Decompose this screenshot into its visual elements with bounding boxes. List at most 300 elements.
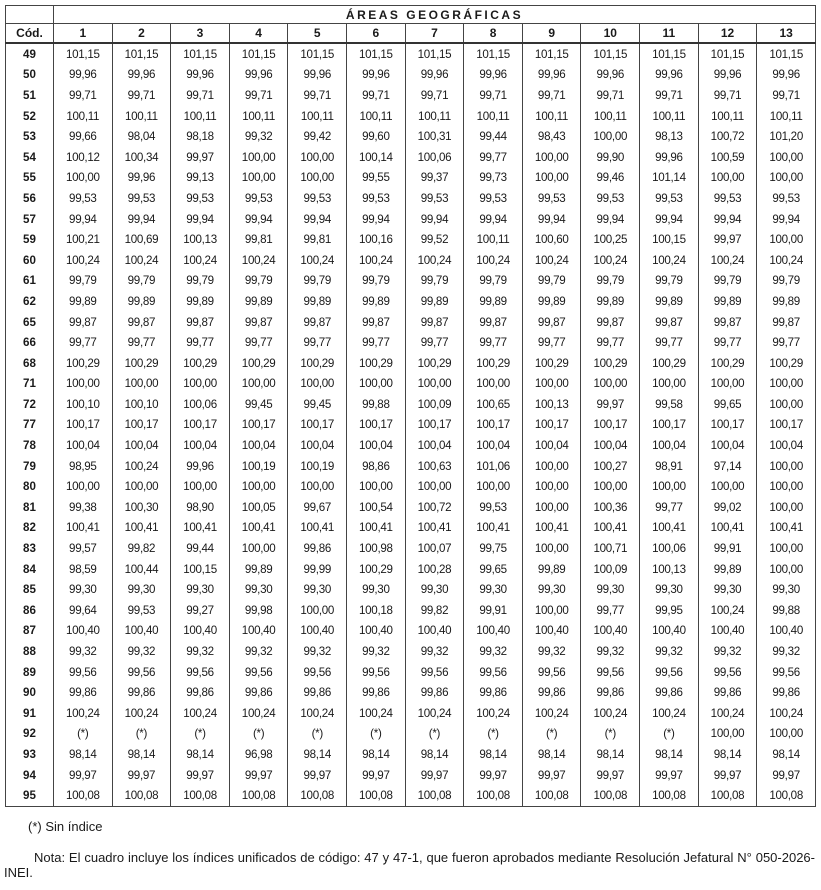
index-value-cell: 100,28 (405, 559, 464, 580)
index-value-cell: 100,00 (522, 456, 581, 477)
table-row (6, 435, 816, 456)
index-value-cell: 100,11 (54, 106, 113, 127)
index-value-cell: 100,17 (347, 415, 406, 436)
table-row (6, 106, 816, 127)
index-value-cell: 99,60 (347, 126, 406, 147)
code-cell: 83 (6, 538, 54, 559)
index-value-cell: 99,71 (464, 85, 523, 106)
index-value-cell: 100,04 (171, 435, 230, 456)
index-value-cell: 100,00 (464, 374, 523, 395)
index-value-cell: 99,71 (229, 85, 288, 106)
index-value-cell: 99,56 (522, 662, 581, 683)
index-value-cell: 100,63 (405, 456, 464, 477)
index-value-cell: 99,96 (54, 65, 113, 86)
index-value-cell: 100,71 (581, 538, 640, 559)
index-value-cell: 101,20 (757, 126, 816, 147)
index-value-cell: 100,00 (640, 476, 699, 497)
table-row (6, 785, 816, 806)
code-cell: 62 (6, 291, 54, 312)
index-value-cell: 100,17 (288, 415, 347, 436)
index-value-cell: 99,56 (112, 662, 171, 683)
index-value-cell: 98,90 (171, 497, 230, 518)
index-value-cell: 99,32 (464, 641, 523, 662)
index-value-cell: 99,30 (464, 579, 523, 600)
index-value-cell: (*) (640, 724, 699, 745)
index-value-cell: (*) (54, 724, 113, 745)
code-cell: 56 (6, 188, 54, 209)
index-value-cell: 100,00 (54, 374, 113, 395)
index-value-cell: 99,97 (464, 765, 523, 786)
index-value-cell: 100,08 (288, 785, 347, 806)
area-column-header: 10 (581, 24, 640, 44)
index-value-cell: 99,71 (522, 85, 581, 106)
index-value-cell: 100,40 (698, 621, 757, 642)
table-row (6, 65, 816, 86)
index-value-cell: 99,77 (522, 332, 581, 353)
index-value-cell: 99,89 (405, 291, 464, 312)
index-value-cell: 100,00 (171, 476, 230, 497)
index-value-cell: 100,00 (581, 374, 640, 395)
index-value-cell: 99,94 (112, 209, 171, 230)
index-value-cell: 100,00 (522, 600, 581, 621)
table-row (6, 765, 816, 786)
index-value-cell: 99,56 (640, 662, 699, 683)
index-value-cell: 100,24 (464, 703, 523, 724)
index-value-cell: 100,00 (757, 394, 816, 415)
code-column-header: Cód. (6, 24, 54, 44)
index-value-cell: 100,00 (522, 497, 581, 518)
index-value-cell: 100,72 (698, 126, 757, 147)
index-value-cell: 99,96 (347, 65, 406, 86)
table-row (6, 476, 816, 497)
index-value-cell: 100,04 (464, 435, 523, 456)
code-cell: 90 (6, 682, 54, 703)
index-value-cell: 99,96 (640, 65, 699, 86)
index-value-cell: 99,42 (288, 126, 347, 147)
index-value-cell: 99,87 (54, 312, 113, 333)
table-row (6, 621, 816, 642)
index-value-cell: 99,86 (581, 682, 640, 703)
index-value-cell: 101,15 (112, 43, 171, 65)
index-value-cell: 100,00 (757, 374, 816, 395)
index-value-cell: 100,19 (288, 456, 347, 477)
index-value-cell: 99,89 (522, 559, 581, 580)
index-value-cell: 99,77 (640, 497, 699, 518)
code-cell: 93 (6, 744, 54, 765)
index-value-cell: 100,29 (229, 353, 288, 374)
index-value-cell: 99,30 (581, 579, 640, 600)
index-value-cell: 99,79 (581, 271, 640, 292)
index-value-cell: 99,53 (288, 188, 347, 209)
index-value-cell: 99,94 (640, 209, 699, 230)
area-column-header: 1 (54, 24, 113, 44)
index-value-cell: 99,79 (405, 271, 464, 292)
index-value-cell: 99,53 (54, 188, 113, 209)
table-row (6, 518, 816, 539)
index-value-cell: 99,71 (347, 85, 406, 106)
index-value-cell: 99,56 (405, 662, 464, 683)
index-value-cell: 99,89 (347, 291, 406, 312)
index-value-cell: 99,88 (347, 394, 406, 415)
table-body (6, 43, 816, 806)
table-row (6, 724, 816, 745)
table-row (6, 188, 816, 209)
code-cell: 91 (6, 703, 54, 724)
index-value-cell: 99,86 (522, 682, 581, 703)
index-value-cell: 100,17 (757, 415, 816, 436)
index-value-cell: 100,11 (112, 106, 171, 127)
index-value-cell: 100,04 (757, 435, 816, 456)
index-value-cell: 100,11 (698, 106, 757, 127)
table-row (6, 291, 816, 312)
index-value-cell: 99,87 (112, 312, 171, 333)
index-value-cell: 99,30 (54, 579, 113, 600)
index-value-cell: 98,14 (757, 744, 816, 765)
table-row (6, 229, 816, 250)
index-value-cell: 100,29 (640, 353, 699, 374)
index-value-cell: 99,89 (522, 291, 581, 312)
index-value-cell: 100,40 (171, 621, 230, 642)
index-value-cell: 99,53 (757, 188, 816, 209)
index-value-cell: 99,77 (54, 332, 113, 353)
index-value-cell: 100,31 (405, 126, 464, 147)
table-row (6, 147, 816, 168)
index-value-cell: 99,71 (171, 85, 230, 106)
index-value-cell: 99,32 (757, 641, 816, 662)
index-value-cell: 99,75 (464, 538, 523, 559)
index-value-cell: 100,11 (464, 229, 523, 250)
index-value-cell: 99,96 (171, 65, 230, 86)
index-value-cell: 99,32 (522, 641, 581, 662)
table-row (6, 497, 816, 518)
index-value-cell: 100,24 (640, 250, 699, 271)
index-value-cell: 99,97 (54, 765, 113, 786)
index-value-cell: 100,00 (757, 538, 816, 559)
index-value-cell: 100,00 (112, 476, 171, 497)
index-value-cell: 100,00 (405, 476, 464, 497)
index-value-cell: 100,00 (288, 147, 347, 168)
index-value-cell: 99,32 (347, 641, 406, 662)
index-value-cell: 99,86 (757, 682, 816, 703)
index-value-cell: 99,32 (171, 641, 230, 662)
table-row (6, 332, 816, 353)
index-value-cell: 100,29 (347, 559, 406, 580)
index-value-cell: 100,69 (112, 229, 171, 250)
table-row (6, 394, 816, 415)
index-value-cell: 101,15 (581, 43, 640, 65)
index-value-cell: 100,29 (288, 353, 347, 374)
index-value-cell: 99,30 (522, 579, 581, 600)
index-value-cell: 100,12 (54, 147, 113, 168)
index-value-cell: 100,00 (405, 374, 464, 395)
index-value-cell: 99,77 (112, 332, 171, 353)
index-value-cell: 99,32 (581, 641, 640, 662)
index-value-cell: 99,37 (405, 168, 464, 189)
index-value-cell: (*) (288, 724, 347, 745)
index-value-cell: 100,08 (581, 785, 640, 806)
index-value-cell: 99,97 (522, 765, 581, 786)
index-value-cell: 99,44 (171, 538, 230, 559)
index-value-cell: 99,71 (288, 85, 347, 106)
area-column-header: 8 (464, 24, 523, 44)
index-value-cell: 100,00 (347, 476, 406, 497)
index-value-cell: 99,89 (171, 291, 230, 312)
index-value-cell: 99,96 (698, 65, 757, 86)
table-row (6, 662, 816, 683)
code-cell: 94 (6, 765, 54, 786)
index-value-cell: 101,15 (640, 43, 699, 65)
index-value-cell: 100,17 (112, 415, 171, 436)
index-value-cell: 99,86 (229, 682, 288, 703)
index-value-cell: 100,40 (640, 621, 699, 642)
index-value-cell: 100,29 (464, 353, 523, 374)
index-value-cell: 99,97 (640, 765, 699, 786)
index-value-cell: 100,44 (112, 559, 171, 580)
index-value-cell: 100,27 (581, 456, 640, 477)
code-cell: 57 (6, 209, 54, 230)
index-value-cell: 99,44 (464, 126, 523, 147)
index-value-cell: 99,87 (347, 312, 406, 333)
index-value-cell: 98,04 (112, 126, 171, 147)
index-value-cell: 98,18 (171, 126, 230, 147)
index-value-cell: 99,58 (640, 394, 699, 415)
index-value-cell: 100,41 (640, 518, 699, 539)
index-value-cell: 99,89 (288, 291, 347, 312)
index-value-cell: 99,32 (640, 641, 699, 662)
index-value-cell: 100,06 (171, 394, 230, 415)
table-note: Nota: El cuadro incluye los índices unificados de código: 47 y 47-1, que fueron aprobados mediante Resolución Jefatural N° 050-2026-INEI. (4, 850, 815, 880)
index-value-cell: 99,89 (112, 291, 171, 312)
index-value-cell: 99,86 (698, 682, 757, 703)
index-value-cell: 100,72 (405, 497, 464, 518)
code-cell: 66 (6, 332, 54, 353)
index-value-cell: 100,21 (54, 229, 113, 250)
table-row (6, 312, 816, 333)
index-value-cell: 100,04 (347, 435, 406, 456)
code-cell: 80 (6, 476, 54, 497)
index-value-cell: 101,15 (522, 43, 581, 65)
index-value-cell: 100,06 (405, 147, 464, 168)
area-column-header: 3 (171, 24, 230, 44)
index-value-cell: 100,24 (581, 250, 640, 271)
code-cell: 88 (6, 641, 54, 662)
index-value-cell: 101,15 (464, 43, 523, 65)
index-value-cell: 100,00 (757, 168, 816, 189)
index-value-cell: 100,10 (54, 394, 113, 415)
index-value-cell: 99,82 (405, 600, 464, 621)
index-value-cell: 99,56 (229, 662, 288, 683)
index-value-cell: 100,19 (229, 456, 288, 477)
index-value-cell: 100,41 (112, 518, 171, 539)
table-row (6, 126, 816, 147)
index-value-cell: (*) (112, 724, 171, 745)
index-value-cell: 100,08 (112, 785, 171, 806)
index-value-cell: 98,14 (112, 744, 171, 765)
index-value-cell: 100,41 (757, 518, 816, 539)
index-value-cell: 100,00 (288, 476, 347, 497)
index-value-cell: 98,59 (54, 559, 113, 580)
index-value-cell: 100,24 (347, 703, 406, 724)
index-value-cell: 99,73 (464, 168, 523, 189)
index-value-cell: 100,29 (347, 353, 406, 374)
index-value-cell: 99,87 (757, 312, 816, 333)
index-value-cell: 99,97 (698, 229, 757, 250)
index-value-cell: 99,53 (405, 188, 464, 209)
index-value-cell: 100,14 (347, 147, 406, 168)
index-value-cell: 99,77 (171, 332, 230, 353)
code-cell: 61 (6, 271, 54, 292)
index-value-cell: 100,24 (112, 456, 171, 477)
code-cell: 77 (6, 415, 54, 436)
column-header-row (6, 24, 816, 44)
index-value-cell: (*) (171, 724, 230, 745)
index-value-cell: 100,00 (757, 456, 816, 477)
index-value-cell: 99,94 (757, 209, 816, 230)
index-value-cell: 99,86 (640, 682, 699, 703)
index-value-cell: 99,86 (464, 682, 523, 703)
code-cell: 50 (6, 65, 54, 86)
index-value-cell: 99,82 (112, 538, 171, 559)
index-value-cell: 100,24 (229, 703, 288, 724)
index-value-cell: 99,30 (698, 579, 757, 600)
index-value-cell: 99,86 (288, 682, 347, 703)
index-value-cell: 99,96 (522, 65, 581, 86)
index-value-cell: 100,00 (522, 147, 581, 168)
index-value-cell: 98,14 (171, 744, 230, 765)
index-value-cell: 99,97 (229, 765, 288, 786)
index-value-cell: 100,24 (405, 250, 464, 271)
index-value-cell: 100,18 (347, 600, 406, 621)
index-value-cell: (*) (581, 724, 640, 745)
index-value-cell: 100,24 (112, 250, 171, 271)
index-value-cell: 99,53 (464, 188, 523, 209)
index-value-cell: 100,00 (347, 374, 406, 395)
index-value-cell: 97,14 (698, 456, 757, 477)
index-value-cell: 99,30 (640, 579, 699, 600)
code-cell: 71 (6, 374, 54, 395)
index-value-cell: 98,14 (347, 744, 406, 765)
index-value-cell: 101,15 (405, 43, 464, 65)
index-value-cell: 100,06 (640, 538, 699, 559)
index-value-cell: 99,87 (464, 312, 523, 333)
index-value-cell: 99,95 (640, 600, 699, 621)
index-value-cell: 100,65 (464, 394, 523, 415)
index-value-cell: 100,40 (288, 621, 347, 642)
index-value-cell: 99,79 (757, 271, 816, 292)
index-value-cell: 99,32 (288, 641, 347, 662)
index-value-cell: 100,40 (405, 621, 464, 642)
index-value-cell: 100,00 (757, 724, 816, 745)
index-value-cell: 99,81 (288, 229, 347, 250)
index-value-cell: 100,00 (698, 168, 757, 189)
table-row (6, 559, 816, 580)
index-value-cell: 99,53 (347, 188, 406, 209)
index-value-cell: 99,94 (522, 209, 581, 230)
code-cell: 95 (6, 785, 54, 806)
index-value-cell: 100,15 (171, 559, 230, 580)
index-value-cell: 100,11 (757, 106, 816, 127)
index-value-cell: 101,06 (464, 456, 523, 477)
index-value-cell: 100,41 (347, 518, 406, 539)
index-value-cell: 99,27 (171, 600, 230, 621)
index-value-cell: 100,08 (522, 785, 581, 806)
index-value-cell: 100,17 (522, 415, 581, 436)
index-value-cell: 100,29 (581, 353, 640, 374)
code-cell: 86 (6, 600, 54, 621)
index-value-cell: 99,94 (405, 209, 464, 230)
index-value-cell: 99,30 (757, 579, 816, 600)
index-value-cell: 99,57 (54, 538, 113, 559)
index-value-cell: 100,24 (54, 250, 113, 271)
index-value-cell: 99,56 (698, 662, 757, 683)
index-value-cell: 100,40 (581, 621, 640, 642)
index-value-cell: 99,79 (229, 271, 288, 292)
index-value-cell: 99,94 (464, 209, 523, 230)
area-column-header: 9 (522, 24, 581, 44)
index-value-cell: 100,24 (405, 703, 464, 724)
index-value-cell: 99,86 (171, 682, 230, 703)
index-value-cell: 100,11 (405, 106, 464, 127)
index-value-cell: 99,55 (347, 168, 406, 189)
index-value-cell: 99,56 (581, 662, 640, 683)
table-row (6, 641, 816, 662)
index-value-cell: 100,29 (698, 353, 757, 374)
index-value-cell: 99,90 (581, 147, 640, 168)
index-value-cell: 99,97 (171, 765, 230, 786)
index-value-cell: 99,97 (581, 394, 640, 415)
index-value-cell: 99,97 (698, 765, 757, 786)
index-value-cell: 100,00 (698, 724, 757, 745)
index-value-cell: 99,52 (405, 229, 464, 250)
index-value-cell: 99,53 (522, 188, 581, 209)
index-value-cell: 100,10 (112, 394, 171, 415)
index-value-cell: 99,56 (54, 662, 113, 683)
index-value-cell: 100,08 (171, 785, 230, 806)
index-value-cell: 100,00 (229, 147, 288, 168)
index-value-cell: 100,08 (698, 785, 757, 806)
index-value-cell: 99,32 (405, 641, 464, 662)
index-value-cell: 99,30 (229, 579, 288, 600)
index-value-cell: 99,77 (288, 332, 347, 353)
index-value-cell: 99,94 (581, 209, 640, 230)
area-column-header: 5 (288, 24, 347, 44)
index-value-cell: 99,30 (171, 579, 230, 600)
area-column-header: 4 (229, 24, 288, 44)
index-value-cell: 100,17 (54, 415, 113, 436)
index-value-cell: 99,45 (229, 394, 288, 415)
area-column-header: 7 (405, 24, 464, 44)
index-value-cell: 99,53 (112, 600, 171, 621)
index-value-cell: 100,11 (581, 106, 640, 127)
index-value-cell: 99,46 (581, 168, 640, 189)
index-value-cell: 99,64 (54, 600, 113, 621)
index-value-cell: 100,40 (347, 621, 406, 642)
index-value-cell: 99,67 (288, 497, 347, 518)
index-value-cell: 100,00 (757, 229, 816, 250)
index-value-cell: 100,00 (522, 538, 581, 559)
index-value-cell: (*) (464, 724, 523, 745)
index-value-cell: 98,95 (54, 456, 113, 477)
code-cell: 85 (6, 579, 54, 600)
index-value-cell: 99,53 (640, 188, 699, 209)
index-value-cell: 100,00 (581, 476, 640, 497)
index-value-cell: 98,14 (522, 744, 581, 765)
index-value-cell: 100,41 (229, 518, 288, 539)
index-value-cell: 98,14 (464, 744, 523, 765)
index-value-cell: (*) (405, 724, 464, 745)
index-value-cell: 100,24 (581, 703, 640, 724)
index-value-cell: 99,71 (54, 85, 113, 106)
